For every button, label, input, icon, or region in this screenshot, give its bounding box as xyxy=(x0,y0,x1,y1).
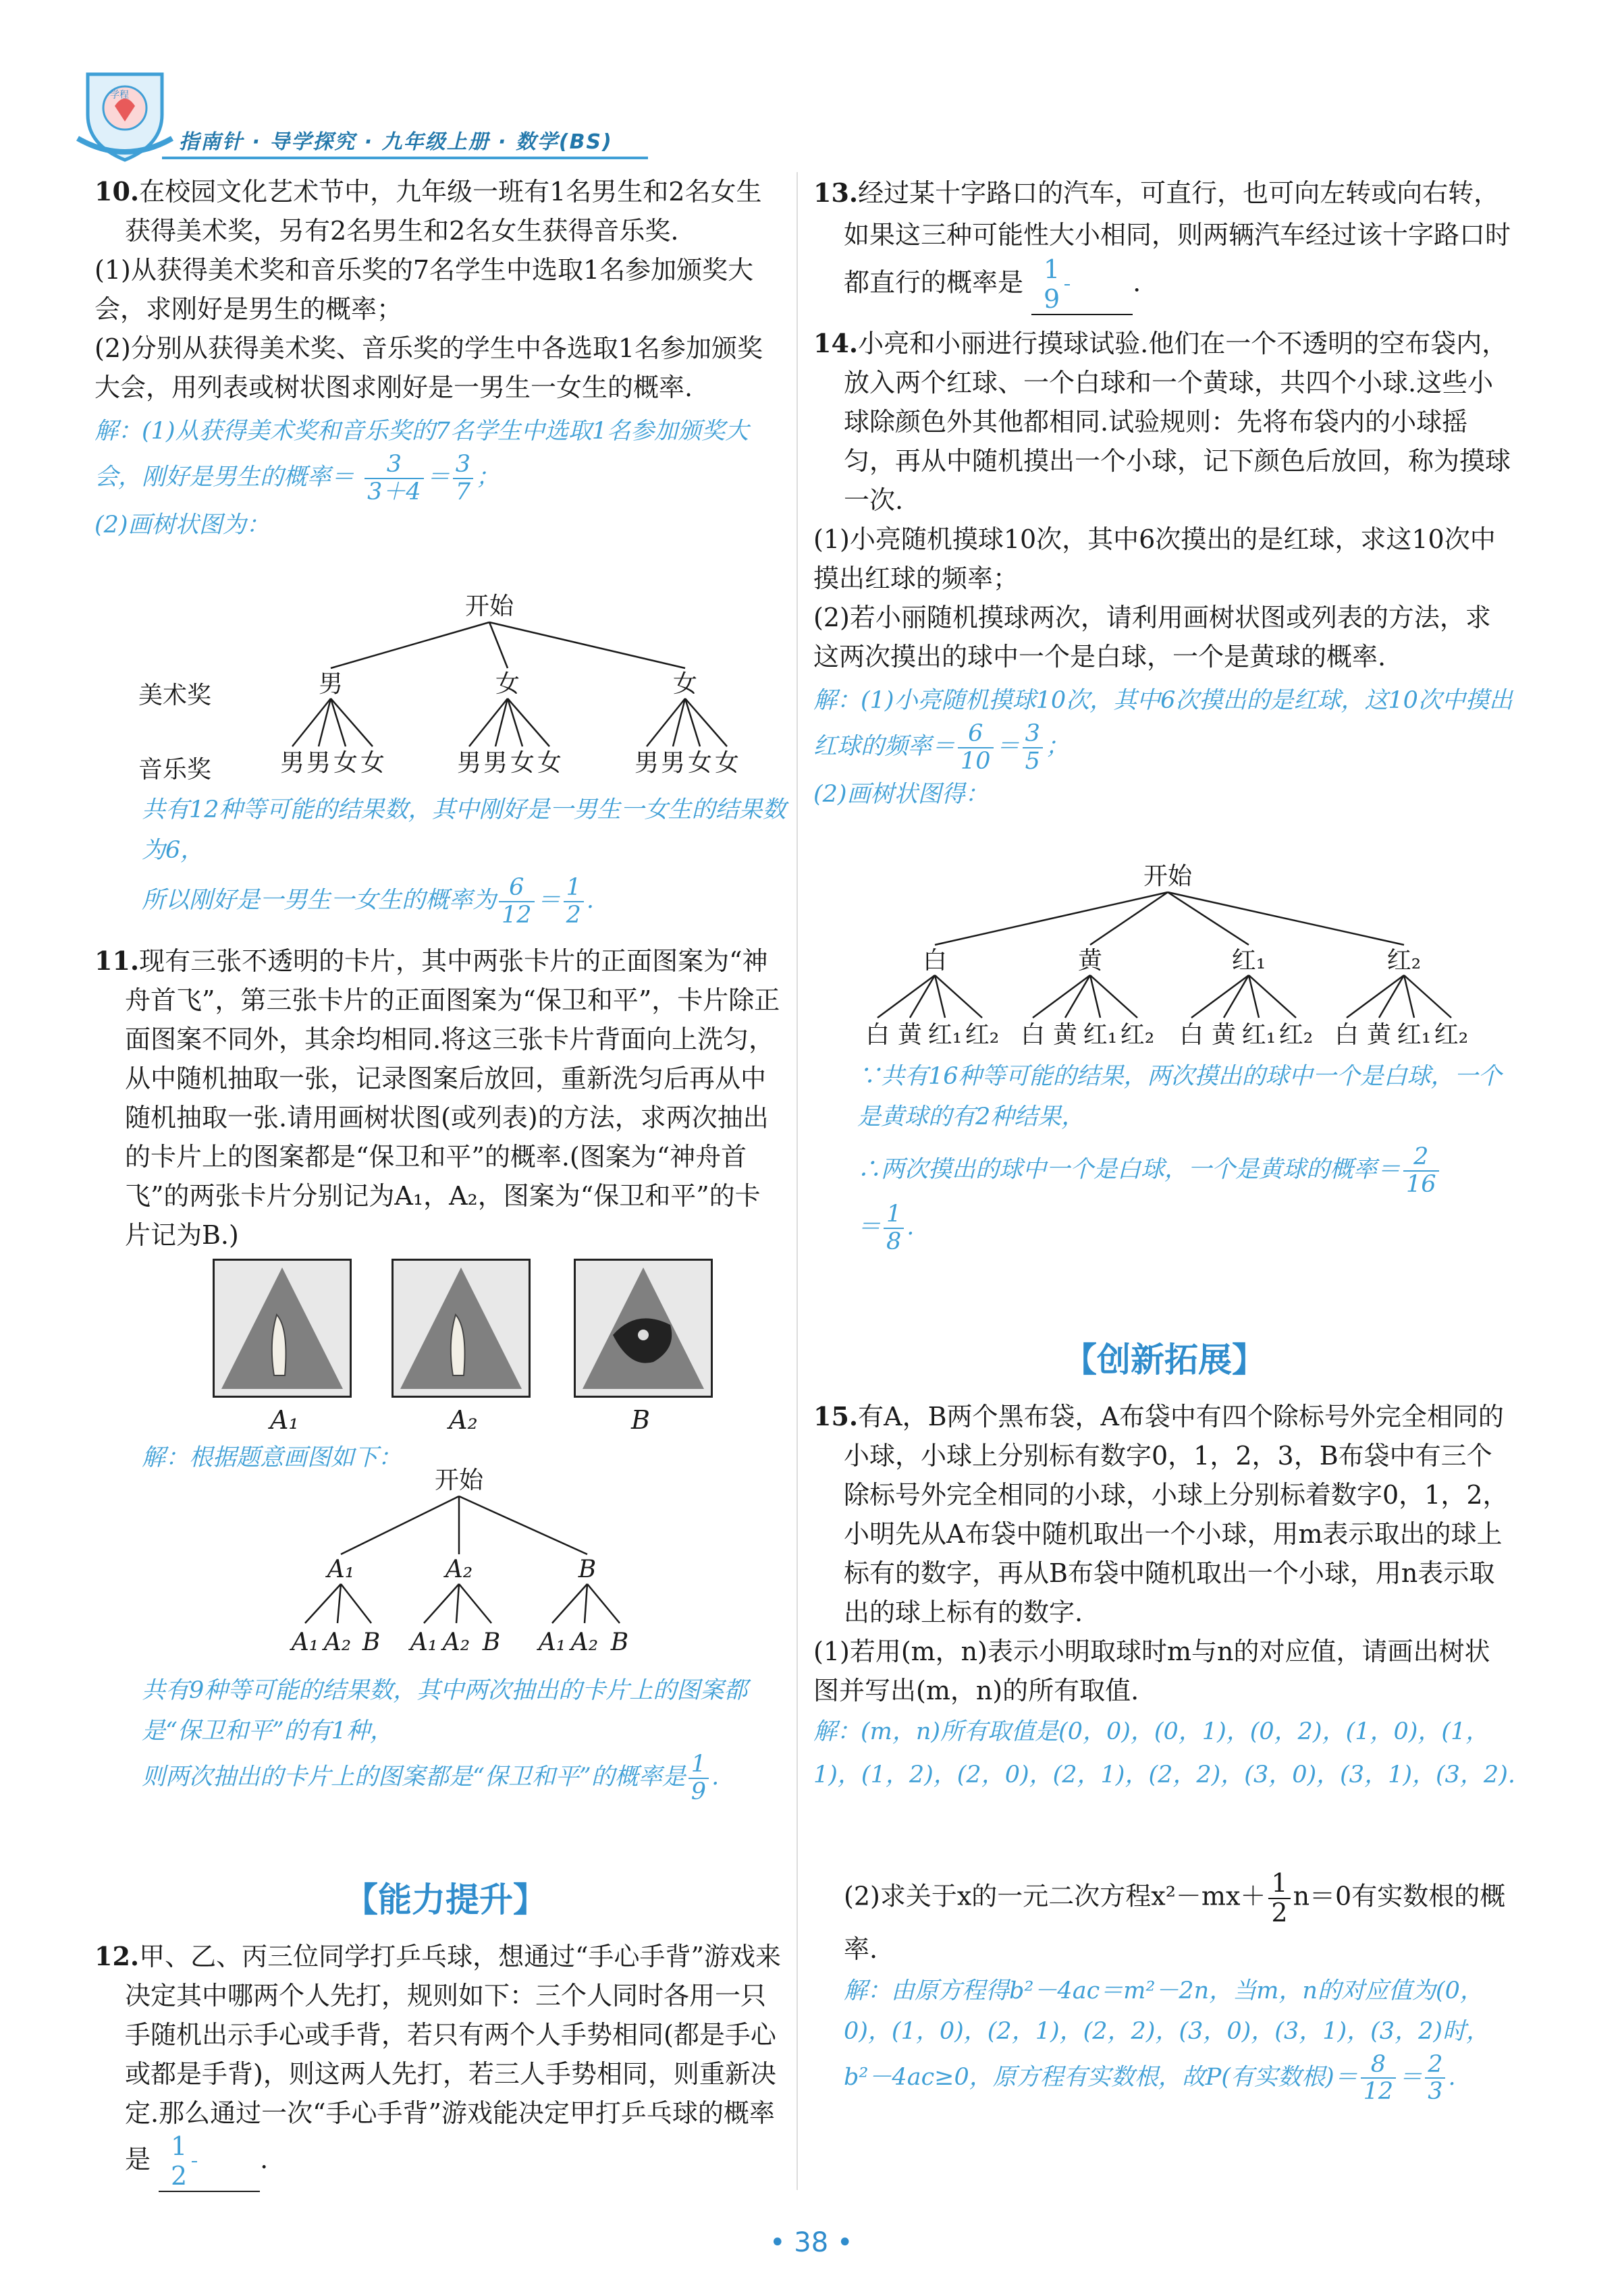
tree-diagram-q10 xyxy=(122,587,783,790)
tree-leaf: 男 xyxy=(483,749,508,777)
column-divider xyxy=(796,172,798,2190)
tree-leaf: 黄 xyxy=(897,1021,923,1049)
tree-node: 男 xyxy=(318,670,344,698)
tree-leaf: 红₂ xyxy=(1434,1021,1469,1049)
question-10-conclusion xyxy=(142,790,790,928)
question-text: 有A，B两个黑布袋，A布袋中有四个除标号外完全相同的小球，小球上分别标有数字0，1，2，3，B布袋中有三个除标号外完全相同的小球，小球上分别标着数字0，1，2，小明先从A布袋中随机取出一个小球，用m表示取出的球上标有的数字，再从B布袋中随机取出一个小球，用n表示取出的球上标有的数字. xyxy=(844,1402,1509,1627)
tree-leaf: A₁ xyxy=(538,1629,566,1656)
fraction: $\frac{1}{9}$ xyxy=(688,1751,709,1805)
tree-leaf: 男 xyxy=(306,749,331,777)
answer-blank: $\frac{1}{9}$ xyxy=(1031,256,1133,315)
tree-root: 开始 xyxy=(464,593,514,620)
tree-leaf: 白 xyxy=(1020,1021,1046,1049)
page-number: • 38 • xyxy=(770,2227,853,2258)
tree-leaf: 女 xyxy=(333,749,358,777)
tree-leaf: 黄 xyxy=(1366,1021,1392,1049)
tree-leaf: 男 xyxy=(634,749,659,777)
question-number: 10. xyxy=(94,176,140,207)
card-b-image xyxy=(574,1259,713,1398)
tree-diagram-q14 xyxy=(857,857,1492,1060)
fraction: $\frac{1}{8}$ xyxy=(884,1201,904,1255)
answer-part-2: (2)画树状图得： xyxy=(813,781,989,808)
question-part-2: (2)分别从获得美术奖、音乐奖的学生中各选取1名参加颁奖大会，用列表或树状图求刚好是一男生一女生的概率. xyxy=(94,333,763,402)
tree-leaf: A₂ xyxy=(442,1629,470,1656)
tree-leaf: 红₁ xyxy=(1397,1021,1432,1049)
tree-leaf: 女 xyxy=(510,749,535,777)
question-11 xyxy=(94,941,783,1255)
answer-part-2: (2)画树状图为： xyxy=(94,512,270,539)
answer-probability: 则两次抽出的卡片上的图案都是“保卫和平”的概率是 $\frac{1}{9}$ . xyxy=(142,1751,720,1805)
card-label: B xyxy=(631,1405,650,1435)
fraction: $\frac{3}{5}$ xyxy=(1023,721,1043,774)
school-badge-icon xyxy=(74,64,176,165)
card-label: A₂ xyxy=(449,1405,478,1435)
fraction: $\frac{2}{3}$ xyxy=(1425,2052,1445,2105)
tree-node: A₁ xyxy=(327,1556,355,1583)
question-number: 13. xyxy=(813,177,859,208)
tree-leaf: 男 xyxy=(660,749,686,777)
fraction: $\frac{3}{3+4}$ xyxy=(364,452,424,505)
answer-part-1: 解：(1)从获得美术奖和音乐奖的7名学生中选取1名参加颁奖大会，刚好是男生的概率＝ $\frac{3}{3+4}$ ＝ $\frac{3}{7}$ ； xyxy=(94,418,749,505)
question-11-conclusion xyxy=(142,1670,790,1805)
tree-node: B xyxy=(578,1556,597,1583)
question-part-1: (1)小亮随机摸球10次，其中6次摸出的是红球，求这10次中摸出红球的频率； xyxy=(813,524,1496,593)
header-title: 指南针 · 导学探究 · 九年级上册 · 数学(BS) xyxy=(179,130,613,154)
question-15-part-2: (2)求关于x的一元二次方程x²－mx＋ $\frac{1}{2}$ n＝0有实数根的概率. 解：由原方程得b²－4ac＝m²－2n，当m，n的对应值为(0，0)，(1，0)，(2，1)，(2，2)，(3，0)，(3，1)，(3，2)时， b²－4ac≥0，原方程有实数根，故P(有实数根)＝ $\frac{8}{12}$ ＝ $\frac{2}{3}$ . xyxy=(844,1869,1515,2105)
row-label: 音乐奖 xyxy=(138,756,212,784)
tree-leaf: 女 xyxy=(687,749,713,777)
card-label: A₁ xyxy=(270,1405,299,1435)
question-number: 14. xyxy=(813,328,859,358)
tree-leaf: 白 xyxy=(1179,1021,1204,1049)
tree-leaf: A₁ xyxy=(410,1629,438,1656)
tree-leaf: 红₁ xyxy=(1083,1021,1118,1049)
fraction: $\frac{1}{2}$ xyxy=(1268,1869,1290,1928)
question-part-1: (1)若用(m，n)表示小明取球时m与n的对应值，请画出树状图并写出(m，n)的所有取值. xyxy=(813,1637,1490,1705)
tree-leaf: B xyxy=(362,1629,381,1656)
tree-leaf: 女 xyxy=(360,749,385,777)
tree-node: 红₁ xyxy=(1231,947,1266,975)
question-14 xyxy=(813,324,1515,815)
question-part-1: (1)从获得美术奖和音乐奖的7名学生中选取1名参加颁奖大会，求刚好是男生的概率； xyxy=(94,255,754,324)
question-text: 现有三张不透明的卡片，其中两张卡片的正面图案为“神舟首飞”，第三张卡片的正面图案为“保卫和平”，卡片除正面图案不同外，其余均相同.将这三张卡片背面向上洗匀，从中随机抽取一张，记录图案后放回，重新洗匀后再从中随机抽取一张.请用画树状图(或列表)的方法，求两次抽出的卡片上的图案都是“保卫和平”的概率.(图案为“神舟首飞”的两张卡片分别记为A₁，A₂，图案为“保卫和平”的卡片记为B.) xyxy=(125,946,780,1250)
answer-blank: $\frac{1}{2}$ xyxy=(159,2133,260,2192)
row-label: 美术奖 xyxy=(138,682,212,709)
tree-root: 开始 xyxy=(434,1467,484,1494)
tree-node: 白 xyxy=(922,947,948,975)
tree-leaf: 男 xyxy=(456,749,482,777)
fraction: $\frac{3}{7}$ xyxy=(453,452,473,505)
tree-leaf: 男 xyxy=(279,749,305,777)
tree-node: 黄 xyxy=(1077,947,1103,975)
answer-part-1: 解：(m，n)所有取值是(0，0)，(0，1)，(0，2)，(1，0)，(1，1)，(1，2)，(2，0)，(2，1)，(2，2)，(3，0)，(3，1)，(3，2). xyxy=(813,1718,1515,1788)
question-14-conclusion xyxy=(857,1056,1505,1255)
question-13: 13.经过某十字路口的汽车，可直行，也可向左转或向右转，如果这三种可能性大小相同，则两辆汽车经过该十字路口时都直行的概率是 $\frac{1}{9}$ . xyxy=(813,177,1511,314)
answer-probability: b²－4ac≥0，原方程有实数根，故P(有实数根)＝ $\frac{8}{12}$ ＝ $\frac{2}{3}$ . xyxy=(844,2050,1456,2106)
tree-leaf: 女 xyxy=(537,749,562,777)
answer-intro: 解：根据题意画图如下： xyxy=(142,1444,402,1471)
badge-text: 学程 xyxy=(110,90,129,101)
tree-leaf: 红₁ xyxy=(1241,1021,1276,1049)
answer-count: 共有9种等可能的结果数，其中两次抽出的卡片上的图案都是“保卫和平”的有1种， xyxy=(142,1677,748,1745)
tree-leaf: A₂ xyxy=(323,1629,352,1656)
tree-leaf: 白 xyxy=(865,1021,890,1049)
question-number: 11. xyxy=(94,946,140,976)
fraction: $\frac{2}{16}$ xyxy=(1403,1144,1439,1197)
question-text: 小亮和小丽进行摸球试验.他们在一个不透明的空布袋内，放入两个红球、一个白球和一个黄球，共四个小球.这些小球除颜色外其他都相同.试验规则：先将布袋内的小球摇匀，再从中随机摸出一个小球，记下颜色后放回，称为摸球一次. xyxy=(844,329,1511,515)
tree-diagram-q11 xyxy=(270,1461,688,1664)
question-number: 12. xyxy=(94,1941,140,1971)
question-10 xyxy=(94,172,783,545)
tree-leaf: B xyxy=(610,1629,629,1656)
tree-leaf: 红₂ xyxy=(1120,1021,1155,1049)
tree-leaf: A₁ xyxy=(291,1629,319,1656)
tree-leaf: 女 xyxy=(714,749,740,777)
question-12: 12.甲、乙、丙三位同学打乒乓球，想通过“手心手背”游戏来决定其中哪两个人先打，规则如下：三个人同时各用一只手随机出示手心或手背，若只有两个人手势相同(都是手心或都是手背)，则这两人先打，若三人手势相同，则重新决定.那么通过一次“手心手背”游戏能决定甲打乒乓球的概率是 $\frac{1}{2}$ . xyxy=(94,1941,781,2191)
fraction: $\frac{6}{12}$ xyxy=(499,875,535,928)
card-a2-image xyxy=(392,1259,531,1398)
answer-part-2: 解：由原方程得b²－4ac＝m²－2n，当m，n的对应值为(0，0)，(1，0)，(2，1)，(2，2)，(3，0)，(3，1)，(3，2)时， xyxy=(844,1977,1490,2045)
card-a1-image xyxy=(213,1259,352,1398)
section-heading-ability: 【能力提升】 xyxy=(344,1880,547,1919)
tree-node: A₂ xyxy=(445,1556,473,1583)
tree-leaf: A₂ xyxy=(570,1629,599,1656)
tree-leaf: 黄 xyxy=(1211,1021,1237,1049)
tree-node: 女 xyxy=(672,670,698,698)
tree-leaf: 红₂ xyxy=(965,1021,1000,1049)
question-15 xyxy=(813,1397,1515,1797)
answer-probability-result: ＝ $\frac{1}{8}$ . xyxy=(857,1201,915,1255)
answer-count: 共有12种等可能的结果数，其中刚好是一男生一女生的结果数为6， xyxy=(142,796,786,864)
section-heading-innovation: 【创新拓展】 xyxy=(1063,1340,1266,1379)
question-text: 在校园文化艺术节中，九年级一班有1名男生和2名女生获得美术奖，另有2名男生和2名女生获得音乐奖. xyxy=(125,177,762,246)
header xyxy=(0,0,1620,169)
header-rule xyxy=(162,157,648,159)
fraction: $\frac{1}{2}$ xyxy=(564,875,584,928)
question-text: 经过某十字路口的汽车，可直行，也可向左转或向右转，如果这三种可能性大小相同，则两辆汽车经过该十字路口时都直行的概率是 xyxy=(844,178,1511,298)
fraction: $\frac{6}{10}$ xyxy=(958,721,994,774)
answer-probability: 所以刚好是一男生一女生的概率为 $\frac{6}{12}$ ＝ $\frac{1}{2}$ . xyxy=(142,874,594,929)
fraction: $\frac{8}{12}$ xyxy=(1361,2052,1397,2105)
tree-node: 红₂ xyxy=(1386,947,1422,975)
answer-count: ∵共有16种等可能的结果，两次摸出的球中一个是白球，一个是黄球的有2种结果， xyxy=(857,1063,1502,1130)
question-text: 甲、乙、丙三位同学打乒乓球，想通过“手心手背”游戏来决定其中哪两个人先打，规则如下：三个人同时各用一只手随机出示手心或手背，若只有两个人手势相同(都是手心或都是手背)，则这两人先打，若三人手势相同，则重新决定.那么通过一次“手心手背”游戏能决定甲打乒乓球的概率是 xyxy=(125,1942,781,2175)
answer-probability: ∴两次摸出的球中一个是白球，一个是黄球的概率＝ $\frac{2}{16}$ xyxy=(857,1144,1505,1197)
question-number: 15. xyxy=(813,1401,859,1431)
tree-node: 女 xyxy=(495,670,520,698)
tree-root: 开始 xyxy=(1143,863,1193,890)
tree-leaf: 白 xyxy=(1334,1021,1359,1049)
tree-leaf: 红₁ xyxy=(927,1021,963,1049)
answer-part-1: 解：(1)小亮随机摸球10次，其中6次摸出的是红球，这10次中摸出红球的频率＝ $\frac{6}{10}$ ＝ $\frac{3}{5}$ ； xyxy=(813,687,1513,775)
tree-leaf: 红₂ xyxy=(1278,1021,1314,1049)
tree-leaf: B xyxy=(482,1629,501,1656)
question-part-2: (2)若小丽随机摸球两次，请利用画树状图或列表的方法，求这两次摸出的球中一个是白球，一个是黄球的概率. xyxy=(813,603,1491,672)
tree-leaf: 黄 xyxy=(1052,1021,1078,1049)
